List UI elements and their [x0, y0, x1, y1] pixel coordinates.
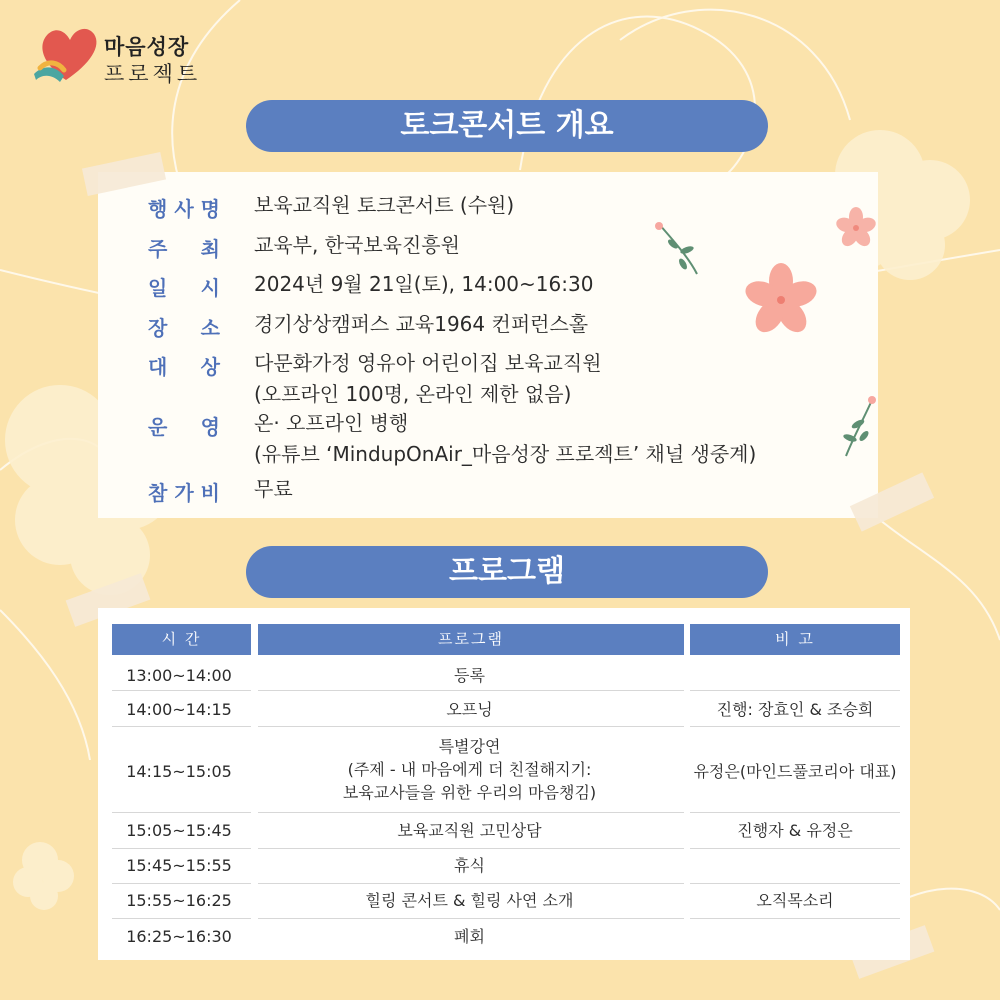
row-divider: [112, 918, 251, 919]
overview-label: 일 시: [148, 276, 220, 300]
row-divider: [258, 918, 684, 919]
overview-value: 온· 오프라인 병행: [254, 411, 409, 435]
overview-label: 참 가 비: [148, 481, 220, 505]
row-divider: [258, 726, 684, 727]
leaf-sprig-icon: [653, 220, 733, 280]
row-note: 유정은(마인드풀코리아 대표): [693, 762, 897, 781]
brand-logo: [30, 22, 210, 88]
table-header-program: 프로그램: [258, 624, 684, 655]
overview-value: 교육부, 한국보육진흥원: [254, 233, 460, 257]
flower-icon: [832, 206, 882, 250]
overview-card: [98, 172, 878, 518]
row-program: 보육교직원 고민상담: [397, 821, 542, 840]
row-divider: [112, 690, 251, 691]
overview-label: 행 사 명: [148, 197, 220, 221]
row-program: 휴식: [454, 856, 485, 875]
row-divider: [258, 812, 684, 813]
row-divider: [690, 883, 900, 884]
table-header-time: 시 간: [112, 624, 251, 655]
row-time: 14:15~15:05: [126, 762, 232, 781]
row-time: 15:55~16:25: [126, 891, 232, 910]
row-time: 14:00~14:15: [126, 700, 232, 719]
row-divider: [690, 812, 900, 813]
row-divider: [258, 690, 684, 691]
row-program: 힐링 콘서트 & 힐링 사연 소개: [365, 891, 574, 910]
overview-title: 토크콘서트 개요: [246, 100, 768, 152]
logo-title: 마음성장: [104, 35, 190, 59]
row-time: 16:25~16:30: [126, 927, 232, 946]
row-program: 등록: [454, 666, 485, 685]
row-divider: [690, 848, 900, 849]
row-time: 13:00~14:00: [126, 666, 232, 685]
leaf-sprig-icon: [836, 394, 884, 460]
row-divider: [112, 883, 251, 884]
row-divider: [112, 812, 251, 813]
row-time: 15:45~15:55: [126, 856, 232, 875]
overview-label: 대 상: [148, 355, 220, 379]
overview-value-detail: (유튜브 ‘MindupOnAir_마음성장 프로젝트’ 채널 생중계): [254, 442, 757, 466]
row-note: 진행자 & 유정은: [737, 821, 853, 840]
row-program-detail: (주제 - 내 마음에게 더 친절해지기:: [347, 760, 592, 779]
program-title: 프로그램: [246, 546, 768, 598]
row-divider: [258, 848, 684, 849]
row-time: 15:05~15:45: [126, 821, 232, 840]
table-header-note: 비 고: [690, 624, 900, 655]
row-program-detail: 보육교사들을 위한 우리의 마음챙김): [342, 783, 597, 802]
overview-value: 무료: [254, 477, 293, 501]
overview-label: 주 최: [148, 237, 220, 261]
heart-logo-icon: [30, 22, 102, 88]
row-program: 오프닝: [446, 700, 493, 719]
overview-value: 2024년 9월 21일(토), 14:00~16:30: [254, 272, 594, 296]
row-note: 진행: 장효인 & 조승희: [716, 700, 874, 719]
overview-value: 보육교직원 토크콘서트 (수원): [254, 193, 515, 217]
overview-value-detail: (오프라인 100명, 온라인 제한 없음): [254, 382, 572, 406]
row-divider: [690, 690, 900, 691]
logo-subtitle: 프로젝트: [104, 62, 202, 86]
flower-icon: [740, 260, 822, 340]
row-divider: [112, 726, 251, 727]
row-divider: [690, 726, 900, 727]
row-note: 오직목소리: [756, 891, 834, 910]
row-program: 폐회: [454, 927, 485, 946]
overview-value: 경기상상캠퍼스 교육1964 컨퍼런스홀: [254, 312, 589, 336]
row-divider: [258, 883, 684, 884]
row-divider: [112, 848, 251, 849]
overview-label: 운 영: [148, 415, 220, 439]
overview-label: 장 소: [148, 316, 220, 340]
overview-value: 다문화가정 영유아 어린이집 보육교직원: [254, 351, 602, 375]
row-divider: [690, 918, 900, 919]
program-table: [98, 608, 910, 960]
row-program: 특별강연: [438, 737, 501, 756]
